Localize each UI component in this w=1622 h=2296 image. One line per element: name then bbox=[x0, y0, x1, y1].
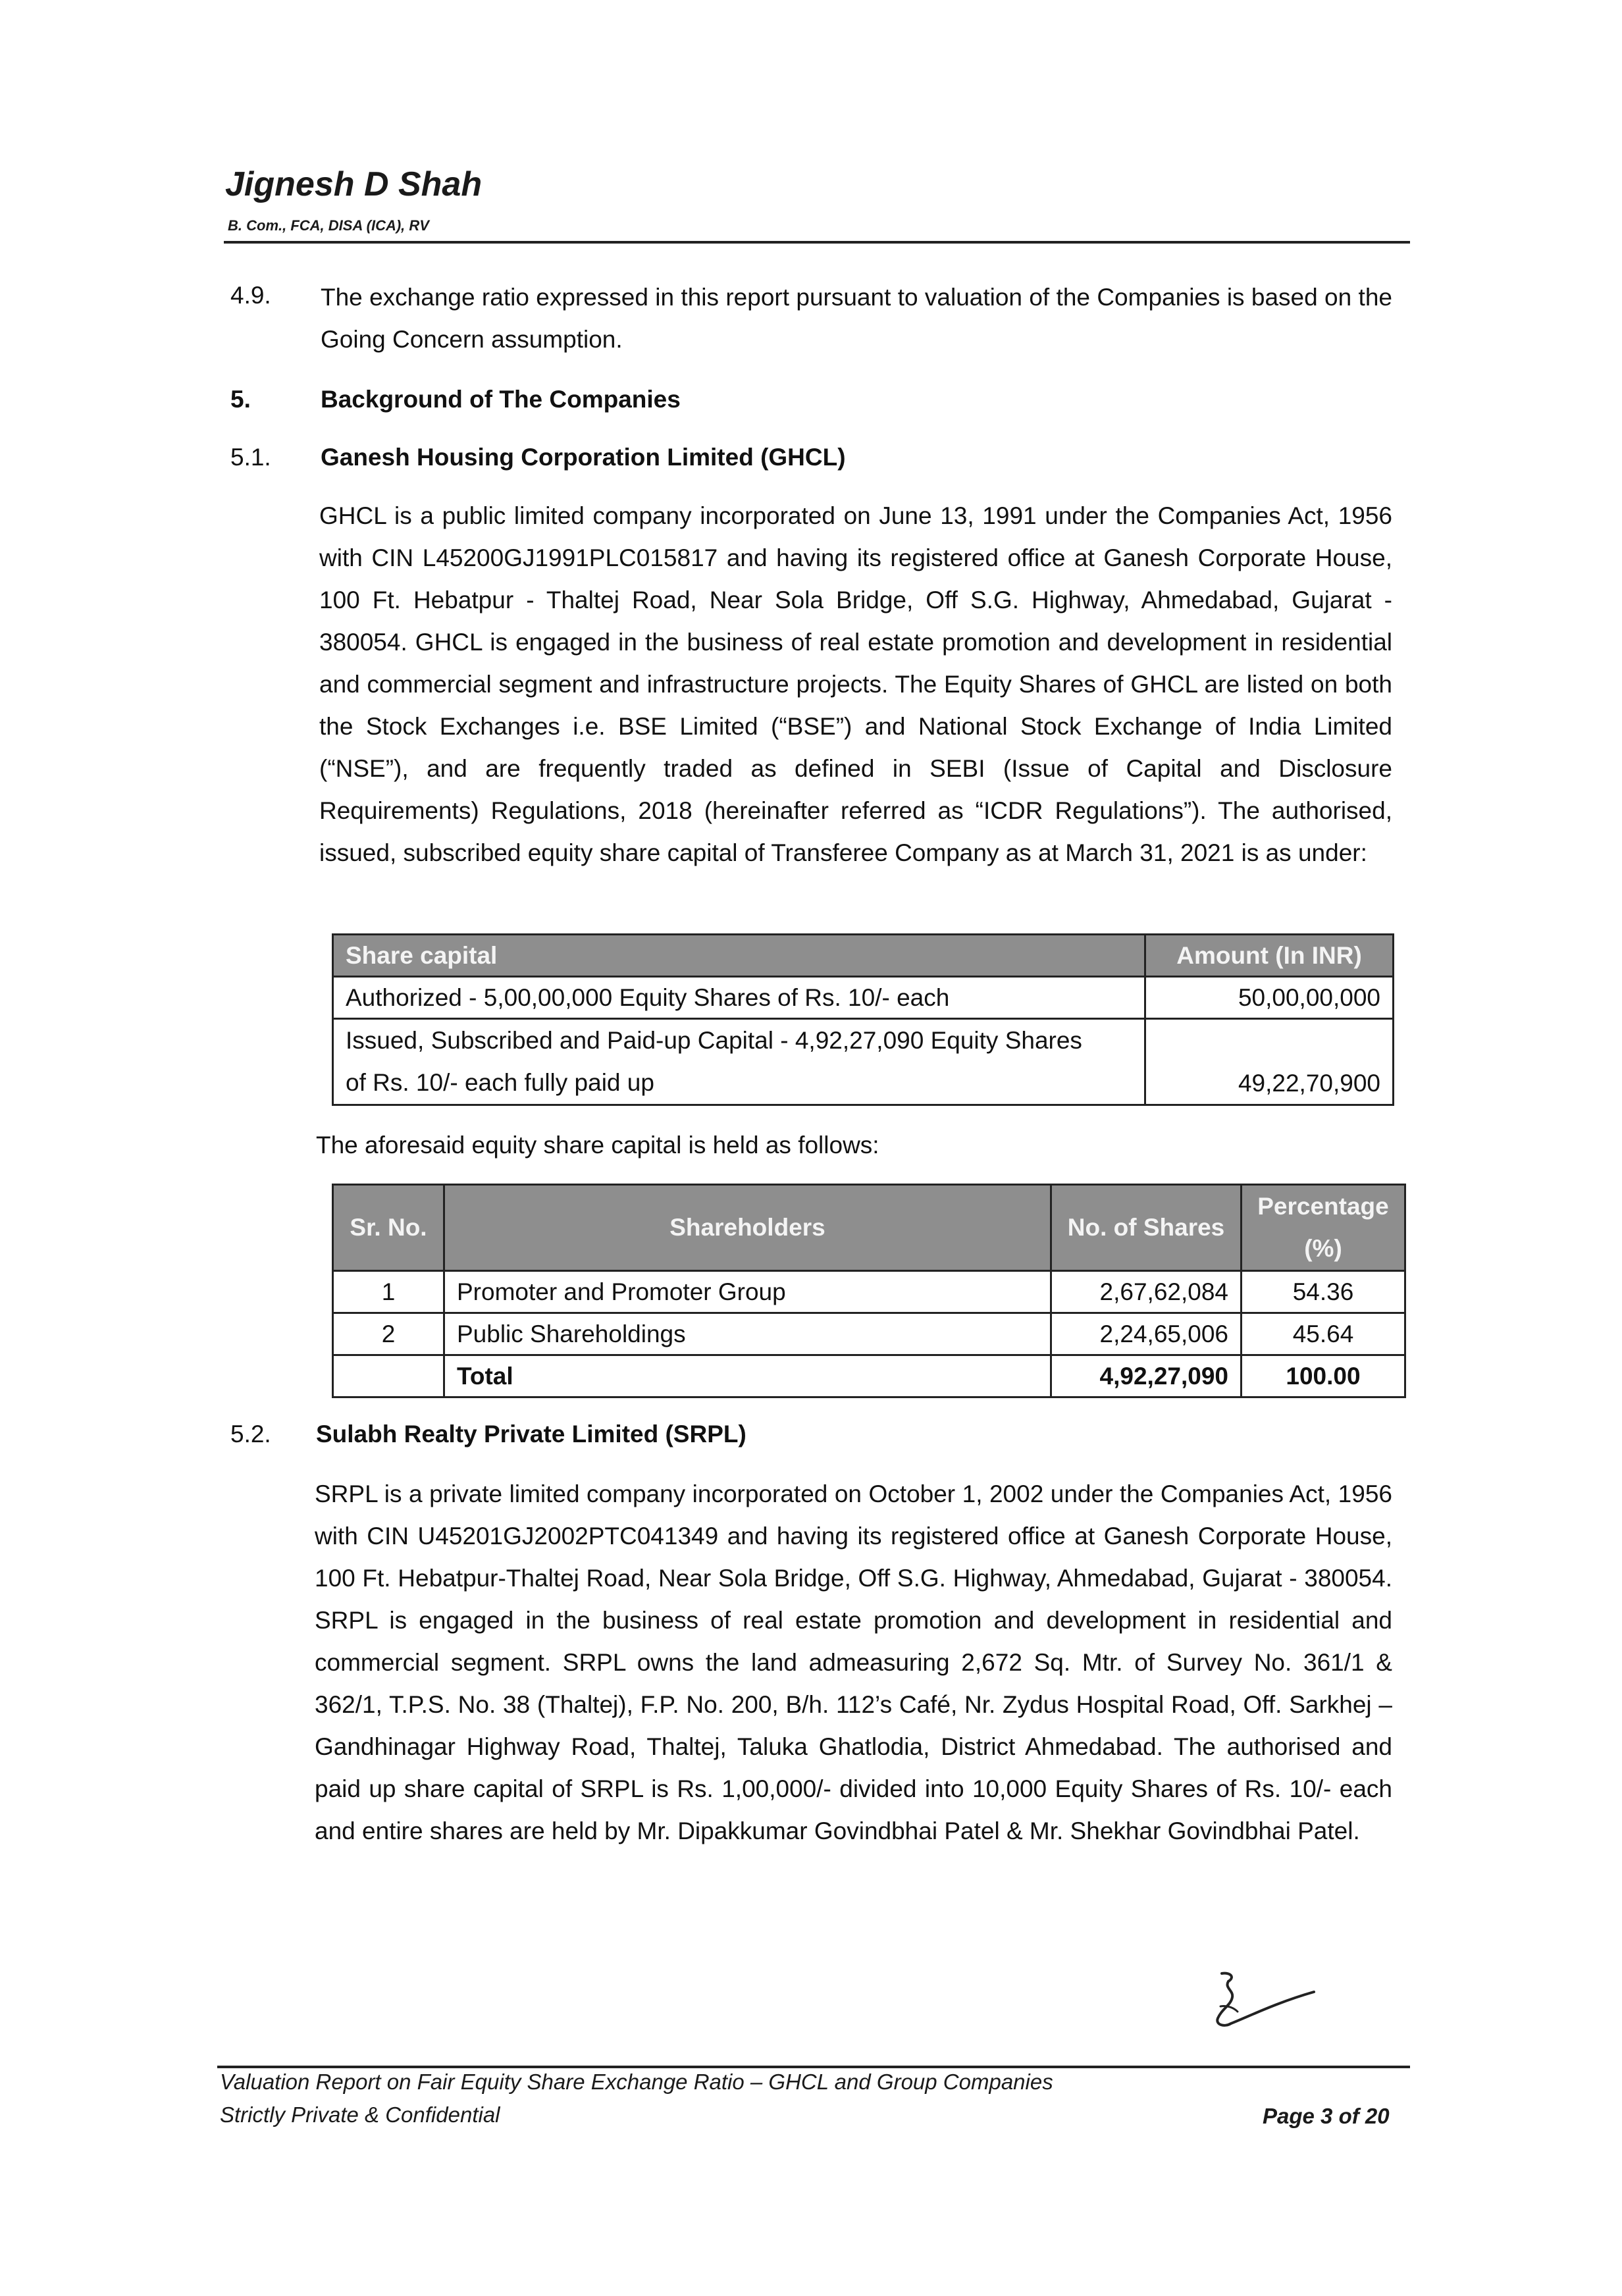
section-number: 5. bbox=[230, 386, 251, 413]
section-number: 4.9. bbox=[230, 282, 271, 309]
table-cell: Issued, Subscribed and Paid-up Capital - 4,92,27,090 Equity Shares of Rs. 10/- each fully paid up bbox=[333, 1019, 1145, 1105]
table-total-row bbox=[333, 1355, 1405, 1397]
column-header: Share capital bbox=[333, 935, 1145, 977]
paragraph-held-as: The aforesaid equity share capital is held as follows: bbox=[316, 1132, 879, 1159]
footer-confidential: Strictly Private & Confidential bbox=[220, 2102, 500, 2127]
table-cell: Public Shareholdings bbox=[444, 1313, 1051, 1355]
table-header-row bbox=[333, 1185, 1405, 1271]
column-header: Amount (In INR) bbox=[1145, 935, 1394, 977]
footer-report-title: Valuation Report on Fair Equity Share Exchange Ratio – GHCL and Group Companies bbox=[220, 2070, 1053, 2094]
table-cell: 4,92,27,090 bbox=[1051, 1355, 1242, 1397]
header-divider bbox=[224, 241, 1410, 244]
signature-mark bbox=[1205, 1968, 1317, 2047]
section-heading: Ganesh Housing Corporation Limited (GHCL) bbox=[321, 444, 846, 471]
column-header: Percentage (%) bbox=[1242, 1185, 1405, 1271]
table-cell: Promoter and Promoter Group bbox=[444, 1271, 1051, 1313]
table-cell: Total bbox=[444, 1355, 1051, 1397]
table-cell: 54.36 bbox=[1242, 1271, 1405, 1313]
section-number: 5.2. bbox=[230, 1421, 271, 1448]
table-cell: 50,00,00,000 bbox=[1145, 977, 1394, 1019]
paragraph-srpl: SRPL is a private limited company incorporated on October 1, 2002 under the Companies Act, 1956 with CIN U45201GJ2002PTC041349 and having its registered office at Ganesh Corporate House, 100 Ft. Hebatpur-Thaltej Road, Near Sola Bridge, Off S.G. Highway, Ahmedabad, Gujarat - 380054. SRPL is engaged in the business of real estate promotion and development in residential and commercial segment. SRPL owns the land admeasuring 2,672 Sq. Mtr. of Survey No. 361/1 & 362/1, T.P.S. No. 38 (Thaltej), F.P. No. 200, B/h. 112’s Café, Nr. Zydus Hospital Road, Off. Sarkhej – Gandhinagar Highway Road, Thaltej, Taluka Ghatlodia, District Ahmedabad. The authorised and paid up share capital of SRPL is Rs. 1,00,000/- divided into 10,000 Equity Shares of Rs. 10/- each and entire shares are held by Mr. Dipakkumar Govindbhai Patel & Mr. Shekhar Govindbhai Patel. bbox=[315, 1480, 1392, 1844]
author-qualifications: B. Com., FCA, DISA (ICA), RV bbox=[228, 217, 429, 234]
table-cell: 2,67,62,084 bbox=[1051, 1271, 1242, 1313]
table-cell: 49,22,70,900 bbox=[1145, 1019, 1394, 1105]
table-cell: 100.00 bbox=[1242, 1355, 1405, 1397]
table-cell: 2 bbox=[333, 1313, 444, 1355]
table-cell: 2,24,65,006 bbox=[1051, 1313, 1242, 1355]
column-header: Shareholders bbox=[444, 1185, 1051, 1271]
table-header-row bbox=[333, 935, 1394, 977]
author-name: Jignesh D Shah bbox=[225, 165, 483, 203]
share-capital-table bbox=[332, 933, 1394, 1106]
table-row bbox=[333, 1313, 1405, 1355]
page-number: Page 3 of 20 bbox=[1263, 2104, 1390, 2128]
section-number: 5.1. bbox=[230, 444, 271, 471]
shareholding-table bbox=[332, 1184, 1406, 1398]
column-header: No. of Shares bbox=[1051, 1185, 1242, 1271]
table-row bbox=[333, 1271, 1405, 1313]
table-cell: 45.64 bbox=[1242, 1313, 1405, 1355]
table-cell bbox=[333, 1355, 444, 1397]
paragraph-ghcl: GHCL is a public limited company incorporated on June 13, 1991 under the Companies Act, 1956 with CIN L45200GJ1991PLC015817 and having its registered office at Ganesh Corporate House, 100 Ft. Hebatpur - Thaltej Road, Near Sola Bridge, Off S.G. Highway, Ahmedabad, Gujarat - 380054. GHCL is engaged in the business of real estate promotion and development in residential and commercial segment and infrastructure projects. The Equity Shares of GHCL are listed on both the Stock Exchanges i.e. BSE Limited (“BSE”) and National Stock Exchange of India Limited (“NSE”), and are frequently traded as defined in SEBI (Issue of Capital and Disclosure Requirements) Regulations, 2018 (hereinafter referred as “ICDR Regulations”). The authorised, issued, subscribed equity share capital of Transferee Company as at March 31, 2021 is as under: bbox=[319, 502, 1392, 866]
column-header: Sr. No. bbox=[333, 1185, 444, 1271]
section-heading: Sulabh Realty Private Limited (SRPL) bbox=[316, 1421, 746, 1448]
table-row bbox=[333, 1019, 1394, 1105]
table-cell: Authorized - 5,00,00,000 Equity Shares of Rs. 10/- each bbox=[333, 977, 1145, 1019]
section-heading: Background of The Companies bbox=[321, 386, 681, 413]
footer-divider bbox=[217, 2066, 1410, 2068]
table-cell: 1 bbox=[333, 1271, 444, 1313]
table-row bbox=[333, 977, 1394, 1019]
paragraph-4-9: The exchange ratio expressed in this report pursuant to valuation of the Companies is based on the Going Concern assumption. bbox=[321, 284, 1392, 353]
